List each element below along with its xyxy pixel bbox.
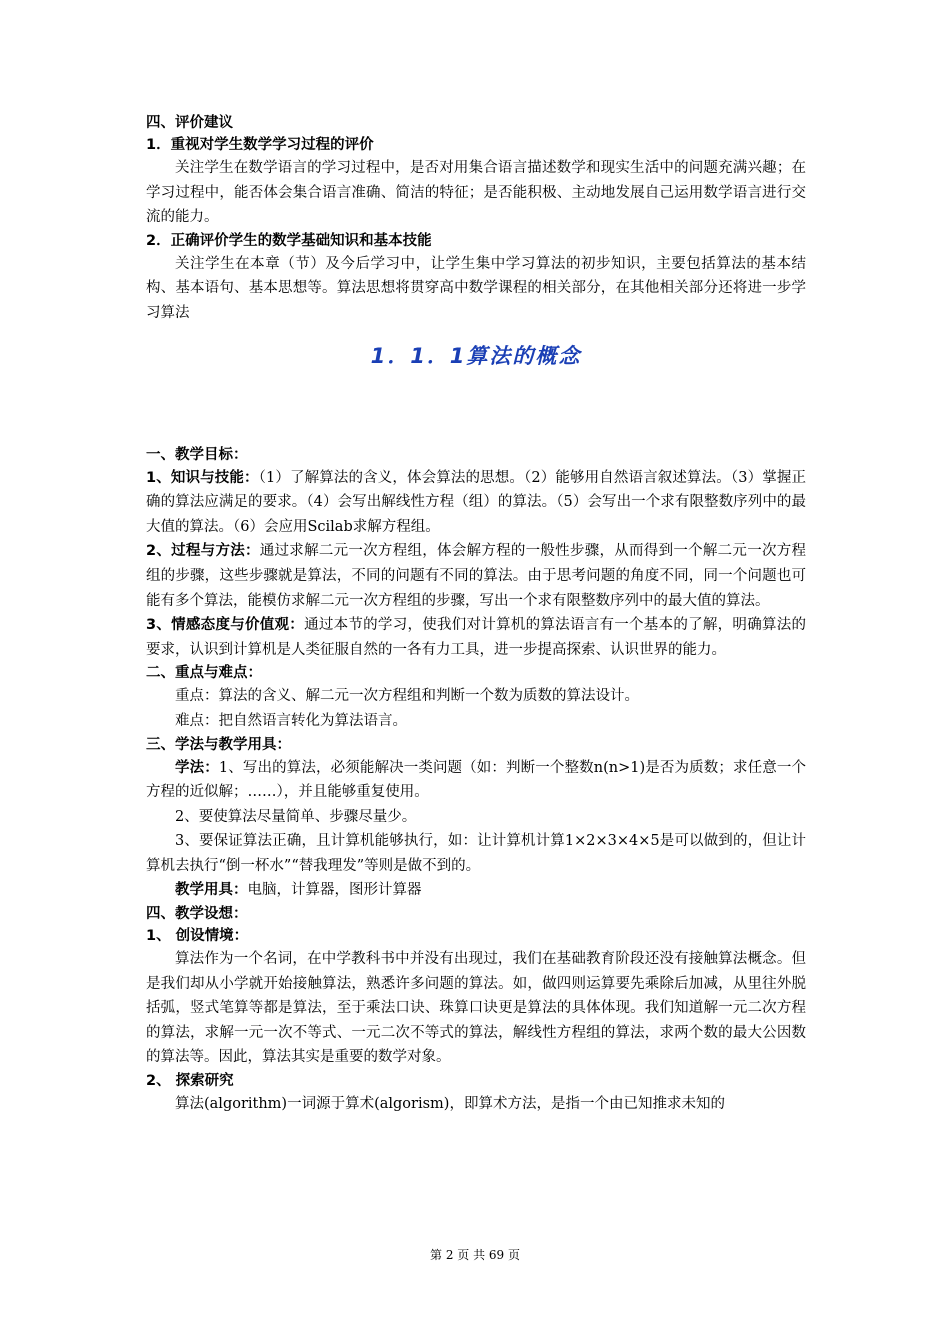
method-item-2: 2、要使算法尽量简单、步骤尽量少。 (175, 808, 417, 825)
goal-process-text: 通过求解二元一次方程组，体会解方程的一般性步骤，从而得到一个解二元一次方程组的步骤，这些步骤就是算法，不同的问题有不同的算法。由于思考问题的角度不同，同一个问题也可能有多个算法，能模仿求解二元一次方程组的步骤，写出一个求有限整数序列中的最大值的算法。 (146, 543, 807, 609)
method-label: 学法： (175, 759, 219, 776)
difficulty-text: 难点：把自然语言转化为算法语言。 (175, 712, 407, 729)
subheading-explore-research: 2、 探索研究 (146, 1073, 234, 1090)
paragraph-basic-knowledge: 关注学生在本章（节）及今后学习中，让学生集中学习算法的初步知识，主要包括算法的基本结构、基本语句、基本思想等。算法思想将贯穿高中数学课程的相关部分，在其他相关部分还将进一步学习算法 (146, 255, 806, 321)
goal-knowledge-label: 1、知识与技能： (146, 469, 259, 486)
goal-attitude-label: 3、情感态度与价值观： (146, 617, 305, 634)
goal-attitude-text: 通过本节的学习，使我们对计算机的算法语言有一个基本的了解，明确算法的要求，认识到计算机是人类征服自然的一各有力工具，进一步提高探索、认识世界的能力。 (146, 617, 807, 658)
tools-text: 电脑，计算器，图形计算器 (247, 882, 422, 899)
section-heading-evaluation: 四、评价建议 (146, 115, 233, 131)
lesson-title: 1．1．1算法的概念 (370, 343, 582, 368)
document-page (146, 112, 806, 1117)
goal-process-method (146, 539, 806, 613)
subheading-process-evaluation: 1．重视对学生数学学习过程的评价 (146, 137, 374, 153)
tools-label: 教学用具： (175, 882, 248, 899)
section-heading-key-points: 二、重点与难点： (146, 665, 262, 682)
key-point-text: 重点：算法的含义、解二元一次方程组和判断一个数为质数的算法设计。 (175, 688, 639, 705)
subheading-create-scenario: 1、 创设情境： (146, 928, 249, 945)
paragraph-process-evaluation: 关注学生在数学语言的学习过程中，是否对用集合语言描述数学和现实生活中的问题充满兴趣；在学习过程中，能否体会集合语言准确、简洁的特征；是否能积极、主动地发展自己运用数学语言进行交流的能力。 (146, 160, 806, 226)
goal-attitude-values (146, 613, 806, 662)
subheading-basic-knowledge: 2．正确评价学生的数学基础知识和基本技能 (146, 232, 432, 249)
paragraph-explore-research: 算法(algorithm)一词源于算术(algorism)，即算术方法，是指一个由已知推求未知的 (175, 1096, 725, 1113)
method-item-3: 3、要保证算法正确，且计算机能够执行，如：让计算机计算1×2×3×4×5是可以做到的，但让计算机去执行“倒一杯水”“替我理发”等则是做不到的。 (146, 833, 806, 874)
section-heading-design: 四、教学设想： (146, 906, 248, 923)
method-item-1 (146, 756, 806, 805)
goal-knowledge-text: （1）了解算法的含义，体会算法的思想。（2）能够用自然语言叙述算法。（3）掌握正确的算法应满足的要求。（4）会写出解线性方程（组）的算法。（5）会写出一个求有限整数序列中的最大值的算法。（6）会应用Scilab求解方程组。 (146, 469, 806, 535)
page-footer: 第 2 页 共 69 页 (430, 1248, 520, 1262)
section-heading-methods: 三、学法与教学用具： (146, 736, 291, 753)
paragraph-create-scenario: 算法作为一个名词，在中学教科书中并没有出现过，我们在基础教育阶段还没有接触算法概念。但是我们却从小学就开始接触算法，熟悉许多问题的算法。如，做四则运算要先乘除后加减，从里往外脱括弧，竖式笔算等都是算法，至于乘法口诀、珠算口诀更是算法的具体体现。我们知道解一元二次方程的算法，求解一元一次不等式、一元二次不等式的算法，解线性方程组的算法，求两个数的最大公因数的算法等。因此，算法其实是重要的数学对象。 (146, 951, 806, 1066)
section-heading-goals: 一、教学目标： (146, 446, 248, 463)
goal-process-label: 2、过程与方法： (146, 543, 260, 560)
method-text-1: 1、写出的算法，必须能解决一类问题（如：判断一个整数n(n>1)是否为质数；求任意一个方程的近似解；……），并且能够重复使用。 (146, 759, 807, 801)
teaching-tools (146, 878, 806, 903)
goal-knowledge-skills (146, 466, 806, 540)
